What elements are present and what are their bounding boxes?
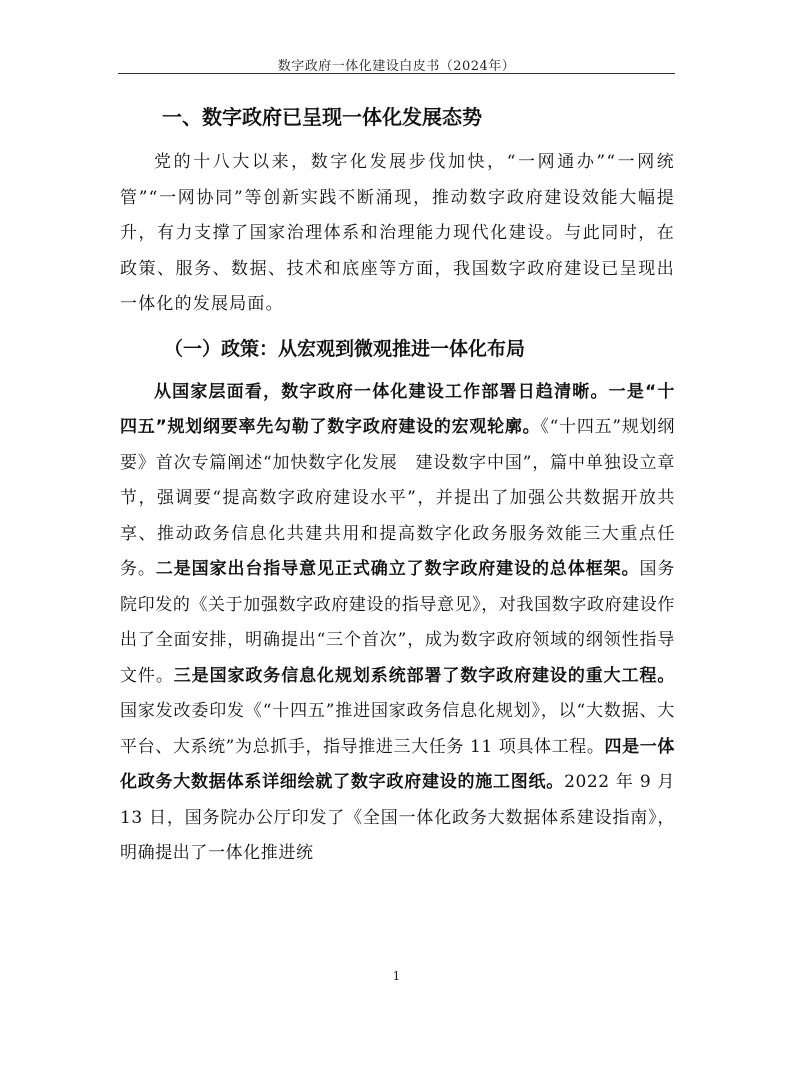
page-body (120, 99, 675, 872)
subsection-heading: （一）政策：从宏观到微观推进一体化布局 (164, 337, 526, 360)
header-divider (118, 73, 675, 74)
point-four-heading: 四是一体化政务大数据体系详细绘就了数字政府建设的施工图纸。 (120, 736, 675, 792)
running-header: 数字政府一体化建设白皮书（2024年） (277, 59, 516, 74)
intro-sentence: 从国家层面看，数字政府一体化建设工作部署日趋清晰。 (154, 381, 609, 402)
page-number: 1 (392, 969, 401, 983)
point-two-heading: 二是国家出台指导意见正式确立了数字政府建设的总体框架。 (155, 559, 640, 579)
section-paragraph: 党的十八大以来，数字化发展步伐加快，“一网通办”“一网统管”“一网协同”等创新实践不断涌现，推动数字政府建设效能大幅提升，有力支撑了国家治理体系和治理能力现代化建设。与此同时，在政策、服务、数据、技术和底座等方面，我国数字政府建设已呈现出一体化的发展局面。 (120, 152, 675, 314)
point-four-text: 2022 年 9 月 13 日，国务院办公厅印发了《全国一体化政务大数据体系建设指南》，明确提出了一体化推进统 (120, 772, 676, 863)
point-one-heading: 一是“十四五”规划纲要率先勾勒了数字政府建设的宏观轮廓。 (120, 381, 676, 437)
section-heading: 一、数字政府已呈现一体化发展态势 (162, 105, 482, 129)
point-three-heading: 三是国家政务信息化规划系统部署了数字政府建设的重大工程。 (173, 665, 675, 686)
subsection-paragraph (120, 375, 675, 872)
point-three-text: 国家发改委印发《“十四五”推进国家政务信息化规划》，以“大数据、大平台、大系统”为总抓手，指导推进三大任务 11 项具体工程。 (120, 701, 675, 757)
point-one-text: 《“十四五”规划纲要》首次专篇阐述“加快数字化发展 建设数字中国”，篇中单独设立章节，强调要“提高数字政府建设水平”，并提出了加强公共数据开放共享、推动政务信息化共建共用和提高数字化政务服务效能三大重点任务。 (120, 417, 675, 579)
point-two-text: 国务院印发的《关于加强数字政府建设的指导意见》，对我国数字政府建设作出了全面安排，明确提出“三个首次”，成为数字政府领域的纲领性指导文件。 (120, 559, 675, 686)
